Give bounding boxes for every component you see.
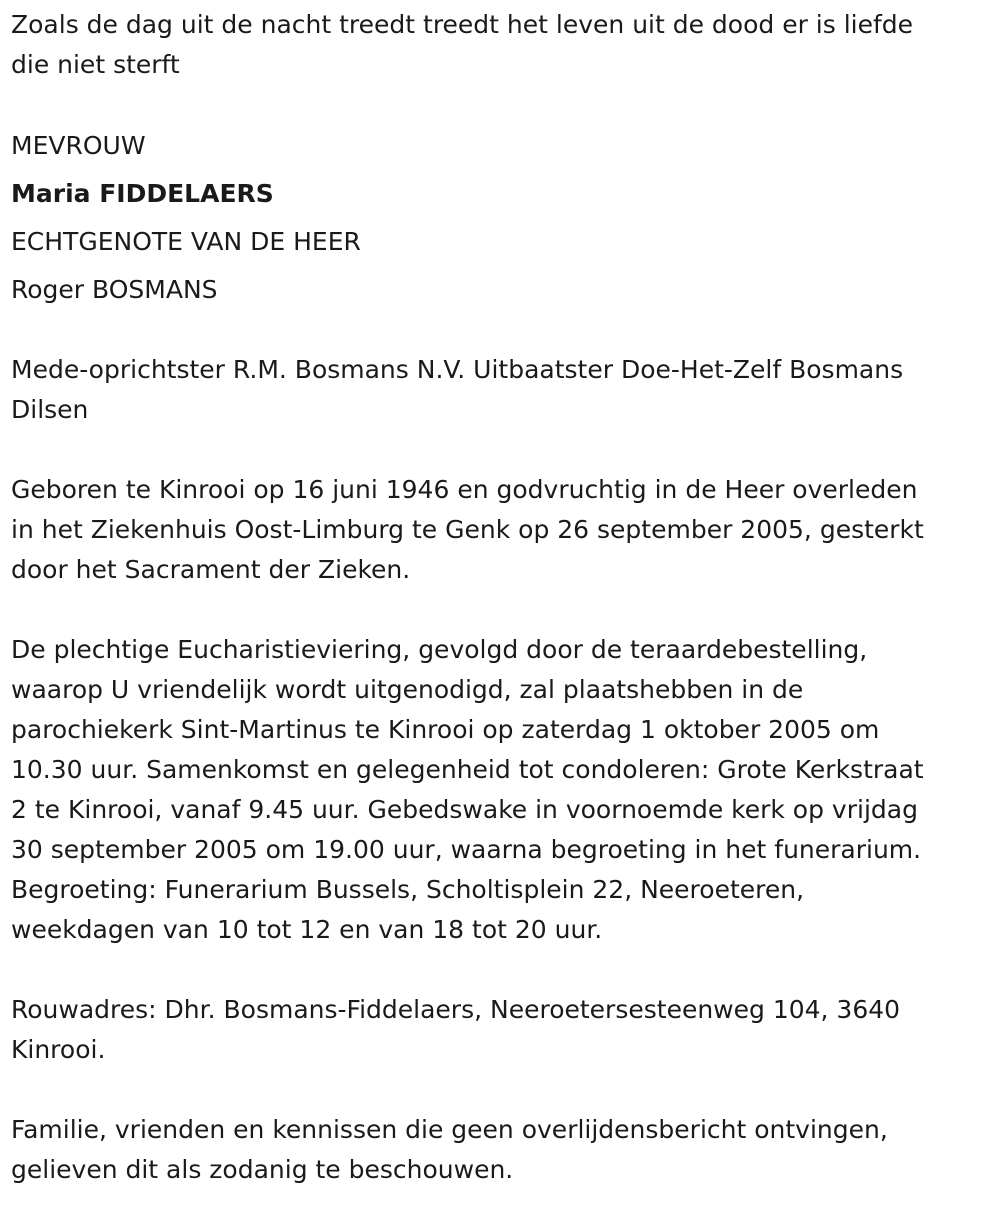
ceremony-line: 2 te Kinrooi, vanaf 9.45 uur. Gebedswake in voornoemde kerk op vrijdag bbox=[11, 795, 918, 824]
ceremony-line: 10.30 uur. Samenkomst en gelegenheid tot condoleren: Grote Kerkstraat bbox=[11, 755, 924, 784]
family-note-line: gelieven dit als zodanig te beschouwen. bbox=[11, 1155, 514, 1184]
opening-verse bbox=[11, 5, 986, 85]
ceremony-line: waarop U vriendelijk wordt uitgenodigd, zal plaatshebben in de bbox=[11, 675, 804, 704]
mourning-address-line: Kinrooi. bbox=[11, 1035, 106, 1064]
occupation-line: Mede-oprichtster R.M. Bosmans N.V. Uitbaatster Doe-Het-Zelf Bosmans bbox=[11, 355, 904, 384]
family-note-line: Familie, vrienden en kennissen die geen overlijdensbericht ontvingen, bbox=[11, 1115, 888, 1144]
ceremony-line: parochiekerk Sint-Martinus te Kinrooi op zaterdag 1 oktober 2005 om bbox=[11, 715, 880, 744]
family-note-paragraph bbox=[11, 1110, 986, 1190]
birth-death-line: Geboren te Kinrooi op 16 juni 1946 en godvruchtig in de Heer overleden bbox=[11, 475, 918, 504]
deceased-name: Maria FIDDELAERS bbox=[11, 179, 274, 208]
opening-verse-line: die niet sterft bbox=[11, 50, 180, 79]
ceremony-line: 30 september 2005 om 19.00 uur, waarna begroeting in het funerarium. bbox=[11, 835, 922, 864]
honorific-title: MEVROUW bbox=[11, 131, 146, 160]
mourning-address-line: Rouwadres: Dhr. Bosmans-Fiddelaers, Neeroetersesteenweg 104, 3640 bbox=[11, 995, 901, 1024]
ceremony-paragraph bbox=[11, 630, 991, 950]
spouse-name: Roger BOSMANS bbox=[11, 275, 218, 304]
birth-death-line: door het Sacrament der Zieken. bbox=[11, 555, 411, 584]
ceremony-line: weekdagen van 10 tot 12 en van 18 tot 20 uur. bbox=[11, 915, 603, 944]
ceremony-line: De plechtige Eucharistieviering, gevolgd door de teraardebestelling, bbox=[11, 635, 868, 664]
mourning-address-paragraph bbox=[11, 990, 986, 1070]
ceremony-line: Begroeting: Funerarium Bussels, Scholtisplein 22, Neeroeteren, bbox=[11, 875, 805, 904]
birth-death-line: in het Ziekenhuis Oost-Limburg te Genk op 26 september 2005, gesterkt bbox=[11, 515, 924, 544]
occupation-paragraph bbox=[11, 350, 986, 430]
birth-death-paragraph bbox=[11, 470, 986, 590]
spouse-title: ECHTGENOTE VAN DE HEER bbox=[11, 227, 361, 256]
occupation-line: Dilsen bbox=[11, 395, 89, 424]
opening-verse-line: Zoals de dag uit de nacht treedt treedt het leven uit de dood er is liefde bbox=[11, 10, 914, 39]
